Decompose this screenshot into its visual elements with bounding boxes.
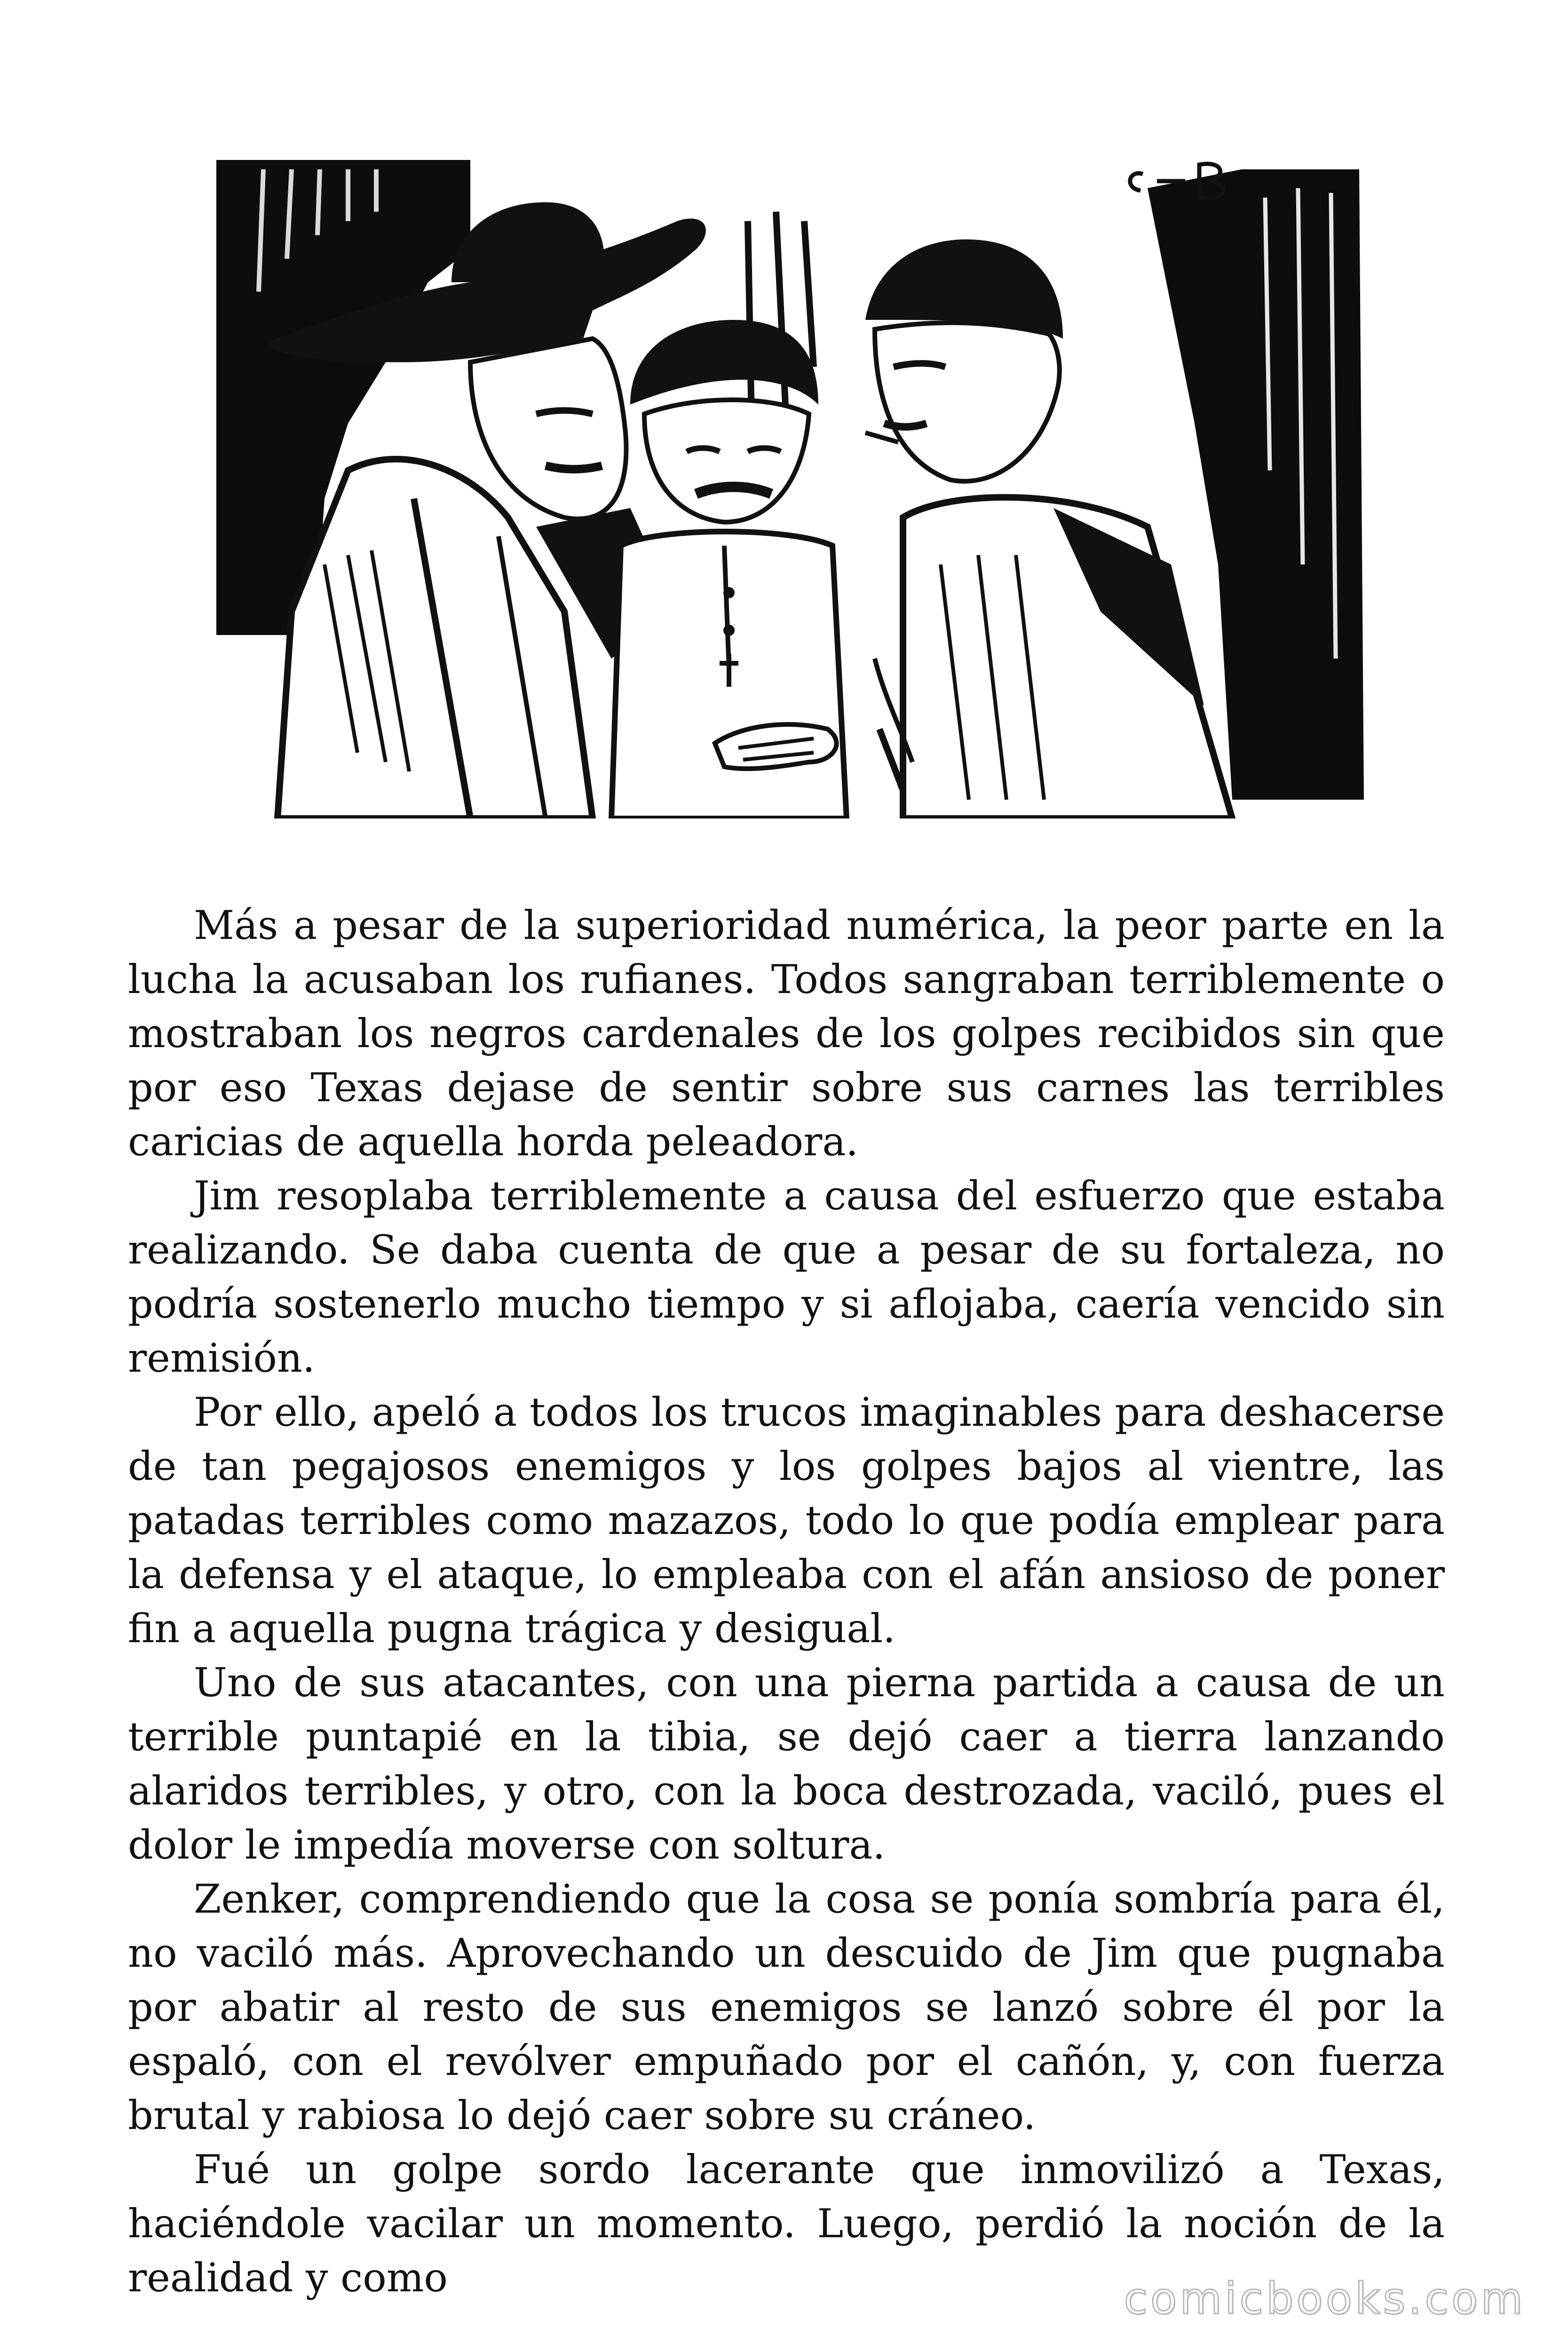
watermark: comicbooks.com [1124,2273,1526,2324]
paragraph-4: Uno de sus atacantes, con una pierna partida a causa de un terrible puntapié en la tibia, se dejó caer a tierra lanzando alaridos terribles, y otro, con la boca destrozada, vaciló, pues el dolor le impedía moverse con soltura. [128,1660,1445,1868]
paragraph-6: Fué un golpe sordo lacerante que inmovilizó a Texas, haciéndole vacilar un momento. Luego, perdió la noción de la realidad y como [128,2146,1445,2301]
paragraph-2: Jim resoplaba terriblemente a causa del esfuerzo que estaba realizando. Se daba cuenta de que a pesar de su fortaleza, no podría sostenerlo mucho tiempo y si aflojaba, caería vencido sin remisión. [128,1173,1445,1381]
three-men-ink-illustration [207,141,1383,818]
paragraph-1: Más a pesar de la superioridad numérica, la peor parte en la lucha la acusaban los rufianes. Todos sangraban terriblemente o mostraban los negros cardenales de los golpes recibidos sin que por eso Texas dejase de sentir sobre sus carnes las terribles caricias de aquella horda peleadora. [128,902,1445,1165]
paragraph-3: Por ello, apeló a todos los trucos imaginables para deshacerse de tan pegajosos enemigos y los golpes bajos al vientre, las patadas terribles como mazazos, todo lo que podía emplear para la defensa y el ataque, lo empleaba con el afán ansioso de poner fin a aquella pugna trágica y desigual. [128,1389,1445,1652]
paragraph-5: Zenker, comprendiendo que la cosa se ponía sombría para él, no vaciló más. Aprovechando un descuido de Jim que pugnaba por abatir al resto de sus enemigos se lanzó sobre él por la espaló, con el revólver empuñado por el cañón, y, con fuerza brutal y rabiosa lo dejó caer sobre su cráneo. [128,1876,1445,2138]
body-text [128,898,1445,2305]
illustration [207,141,1383,818]
